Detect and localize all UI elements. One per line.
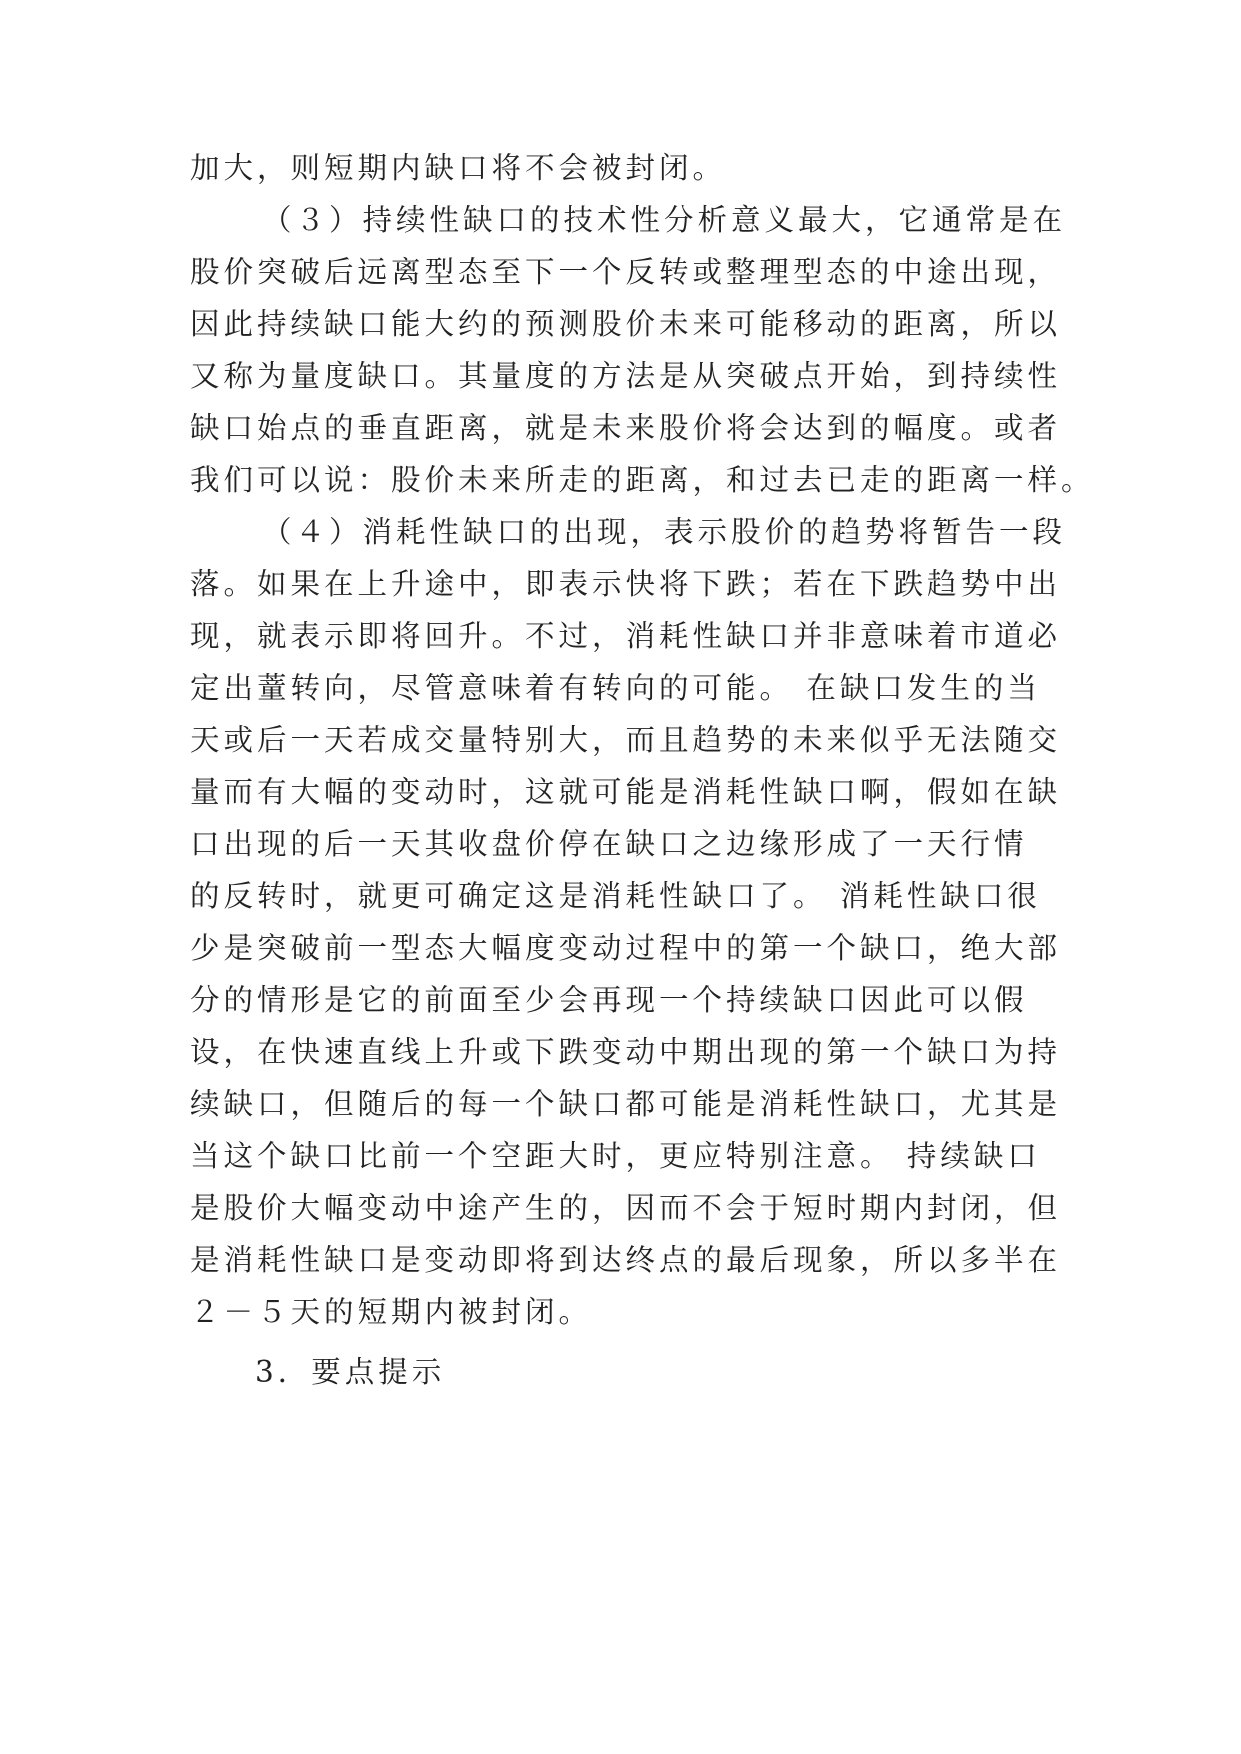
paragraph-3-first-line: （３）持续性缺口的技术性分析意义最大，它通常是在 bbox=[262, 203, 1067, 237]
text-line-15: 的反转时，就更可确定这是消耗性缺口了。 消耗性缺口很 bbox=[190, 879, 1041, 913]
section-heading: 3．要点提示 bbox=[255, 1355, 446, 1389]
text-line-16: 少是突破前一型态大幅度变动过程中的第一个缺口，绝大部 bbox=[190, 931, 1062, 965]
text-line-21: 是股价大幅变动中途产生的，因而不会于短时期内封闭，但 bbox=[190, 1191, 1062, 1225]
paragraph-4-first-line: （４）消耗性缺口的出现，表示股价的趋势将暂告一段 bbox=[262, 515, 1067, 549]
text-line-20: 当这个缺口比前一个空距大时，更应特别注意。 持续缺口 bbox=[190, 1139, 1041, 1173]
text-line-22: 是消耗性缺口是变动即将到达终点的最后现象，所以多半在 bbox=[190, 1243, 1062, 1277]
text-line-17: 分的情形是它的前面至少会再现一个持续缺口因此可以假 bbox=[190, 983, 1028, 1017]
text-line-1: 加大，则短期内缺口将不会被封闭。 bbox=[190, 151, 727, 185]
text-line-11: 定出蕫转向，尽管意味着有转向的可能。 在缺口发生的当 bbox=[190, 671, 1041, 705]
text-line-12: 天或后一天若成交量特别大，而且趋势的未来似乎无法随交 bbox=[190, 723, 1062, 757]
text-line-4: 因此持续缺口能大约的预测股价未来可能移动的距离，所以 bbox=[190, 307, 1062, 341]
text-line-10: 现，就表示即将回升。不过，消耗性缺口并非意味着市道必 bbox=[190, 619, 1062, 653]
text-line-6: 缺口始点的垂直距离，就是未来股价将会达到的幅度。或者 bbox=[190, 411, 1062, 445]
text-line-23: ２－５天的短期内被封闭。 bbox=[190, 1295, 593, 1329]
text-line-18: 设，在快速直线上升或下跌变动中期出现的第一个缺口为持 bbox=[190, 1035, 1062, 1069]
text-line-5: 又称为量度缺口。其量度的方法是从突破点开始，到持续性 bbox=[190, 359, 1062, 393]
text-line-14: 口出现的后一天其收盘价停在缺口之边缘形成了一天行情 bbox=[190, 827, 1028, 861]
text-line-19: 续缺口，但随后的每一个缺口都可能是消耗性缺口，尤其是 bbox=[190, 1087, 1062, 1121]
text-line-13: 量而有大幅的变动时，这就可能是消耗性缺口啊，假如在缺 bbox=[190, 775, 1062, 809]
text-line-9: 落。如果在上升途中，即表示快将下跌；若在下跌趋势中出 bbox=[190, 567, 1062, 601]
text-line-3: 股价突破后远离型态至下一个反转或整理型态的中途出现， bbox=[190, 255, 1062, 289]
text-line-7: 我们可以说：股价未来所走的距离，和过去已走的距离一样。 bbox=[190, 463, 1095, 497]
